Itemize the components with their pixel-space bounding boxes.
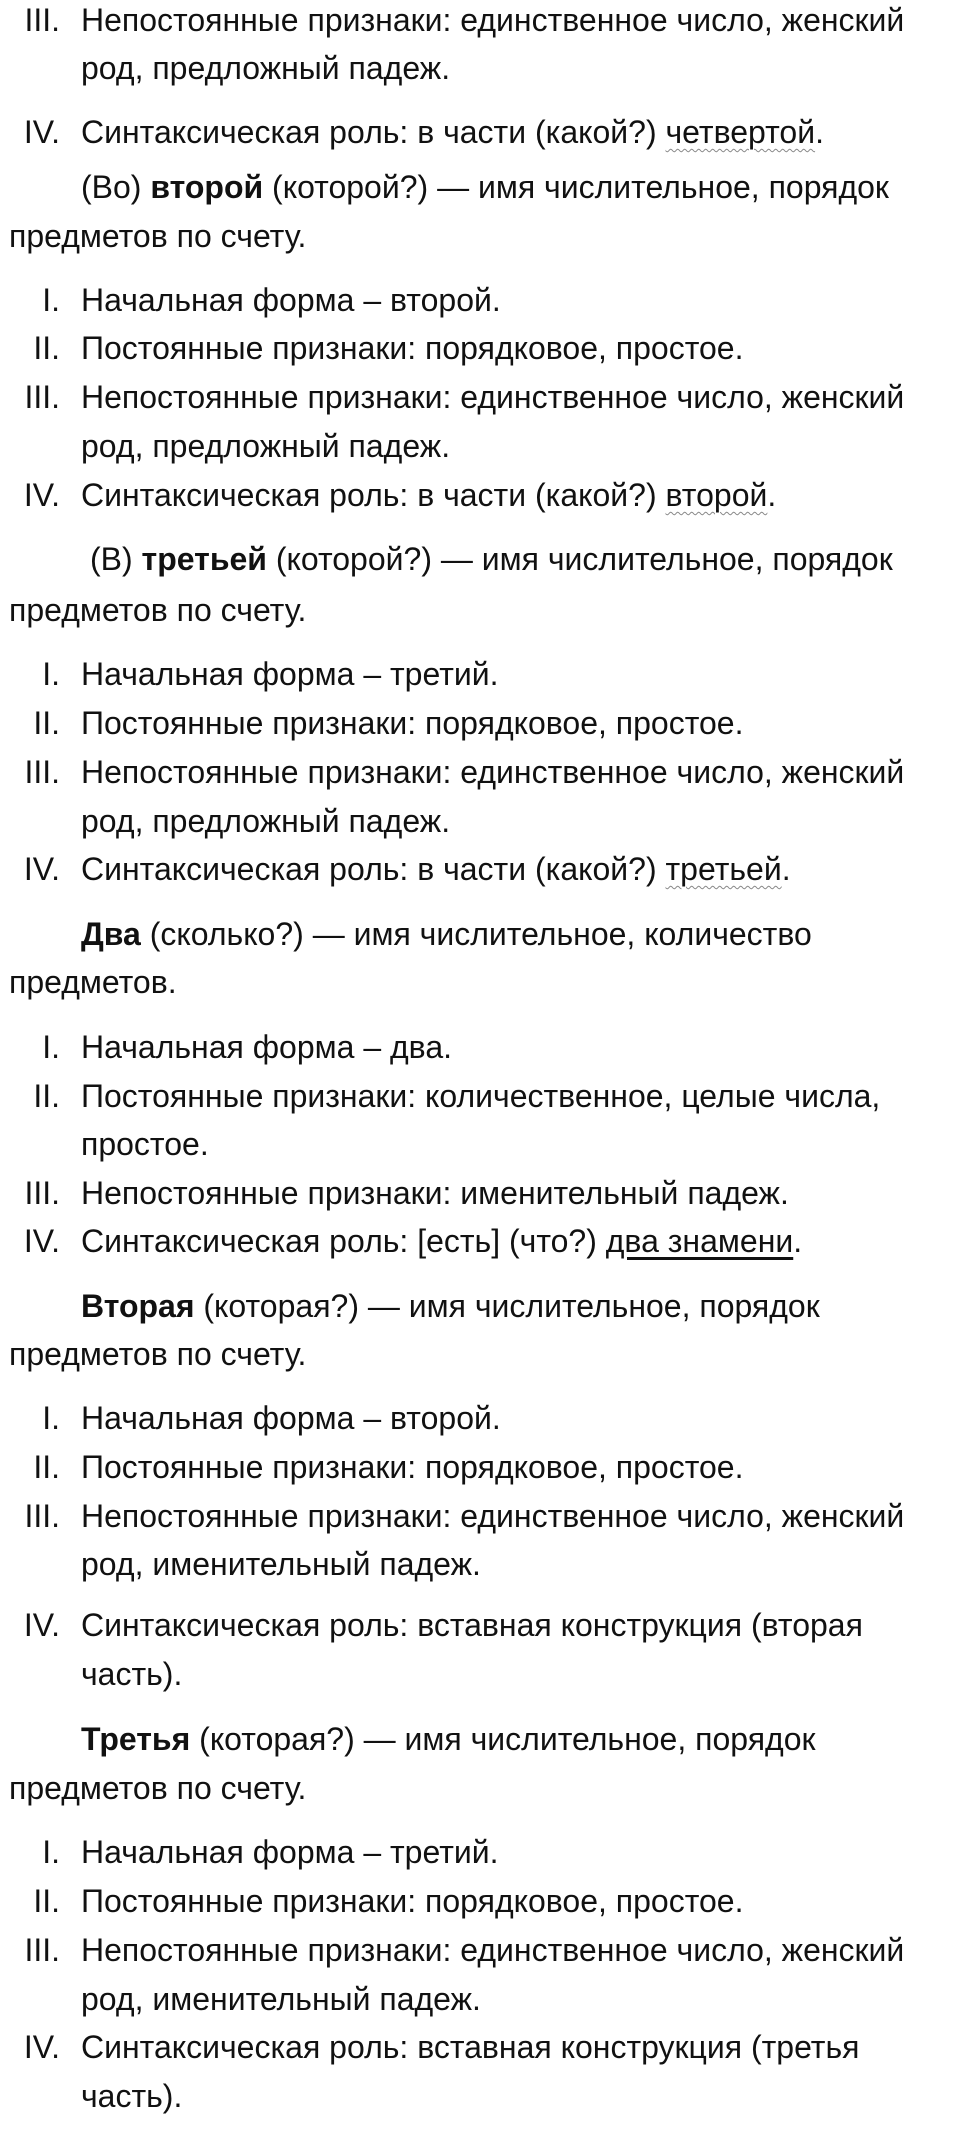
role-suffix: .	[793, 1223, 803, 1259]
roman-numeral: IV.	[23, 114, 60, 150]
roman-numeral: III.	[24, 754, 60, 790]
item-text: Непостоянные признаки: единственное число, женский	[81, 2, 905, 38]
item-text: Начальная форма – второй.	[81, 1400, 501, 1436]
item-text: Непостоянные признаки: единственное число, женский	[81, 754, 905, 790]
role-prefix: Синтаксическая роль: в части (какой?)	[81, 114, 666, 150]
item-text: Постоянные признаки: порядковое, простое.	[81, 1449, 744, 1485]
roman-numeral: II.	[33, 705, 60, 741]
roman-numeral: IV.	[23, 851, 60, 887]
intro-text	[81, 1719, 815, 1759]
intro-lead: (Во)	[81, 169, 151, 205]
item-text: Постоянные признаки: порядковое, простое.	[81, 705, 744, 741]
numeral-word: Вторая	[81, 1288, 195, 1324]
intro-rest: (сколько?) — имя числительное, количество	[140, 916, 812, 952]
item-text: род, именительный падеж.	[81, 1546, 481, 1582]
item-text: Синтаксическая роль: вставная конструкция (вторая	[81, 1607, 863, 1643]
intro-continuation: предметов по счету.	[9, 1336, 307, 1372]
item-text: Начальная форма – третий.	[81, 1834, 499, 1870]
item-text: Постоянные признаки: порядковое, простое.	[81, 330, 744, 366]
role-suffix: .	[767, 477, 777, 513]
underlined-word: четвертой	[665, 114, 816, 150]
roman-numeral: I.	[42, 282, 60, 318]
roman-numeral: IV.	[23, 2029, 60, 2065]
underlined-word: второй	[665, 477, 768, 513]
item-text: Непостоянные признаки: единственное число, женский	[81, 379, 905, 415]
intro-text	[81, 167, 889, 207]
intro-rest: (которой?) — имя числительное, порядок	[263, 169, 889, 205]
item-text: Непостоянные признаки: именительный падеж.	[81, 1175, 789, 1211]
intro-text	[81, 1286, 820, 1326]
roman-numeral: II.	[33, 1883, 60, 1919]
roman-numeral: IV.	[23, 477, 60, 513]
item-text	[81, 112, 824, 152]
underlined-word: два знамени	[605, 1223, 794, 1259]
item-text: Непостоянные признаки: единственное число, женский	[81, 1932, 905, 1968]
intro-rest: (которая?) — имя числительное, порядок	[190, 1721, 816, 1757]
numeral-word: Два	[81, 916, 141, 952]
numeral-word: второй	[150, 169, 264, 205]
numeral-word: третьей	[141, 541, 267, 577]
intro-text	[90, 539, 893, 579]
item-text: род, предложный падеж.	[81, 50, 451, 86]
roman-numeral: II.	[33, 1449, 60, 1485]
roman-numeral: III.	[24, 379, 60, 415]
roman-numeral: I.	[42, 1400, 60, 1436]
intro-lead: (В)	[90, 541, 142, 577]
roman-numeral: IV.	[23, 1223, 60, 1259]
item-text: Начальная форма – два.	[81, 1029, 452, 1065]
roman-numeral: I.	[42, 656, 60, 692]
intro-continuation: предметов.	[9, 964, 177, 1000]
item-text: простое.	[81, 1126, 209, 1162]
roman-numeral: I.	[42, 1029, 60, 1065]
item-text: Постоянные признаки: порядковое, простое.	[81, 1883, 744, 1919]
role-prefix: Синтаксическая роль: [есть] (что?)	[81, 1223, 606, 1259]
item-text	[81, 1221, 802, 1261]
intro-rest: (которая?) — имя числительное, порядок	[194, 1288, 820, 1324]
intro-continuation: предметов по счету.	[9, 218, 307, 254]
roman-numeral: II.	[33, 330, 60, 366]
intro-continuation: предметов по счету.	[9, 1770, 307, 1806]
roman-numeral: III.	[24, 1175, 60, 1211]
item-text: Начальная форма – третий.	[81, 656, 499, 692]
item-text	[81, 849, 791, 889]
roman-numeral: III.	[24, 1498, 60, 1534]
item-text: Непостоянные признаки: единственное число, женский	[81, 1498, 905, 1534]
item-text: Начальная форма – второй.	[81, 282, 501, 318]
item-text	[81, 475, 776, 515]
item-text: род, предложный падеж.	[81, 803, 451, 839]
item-text: Постоянные признаки: количественное, целые числа,	[81, 1078, 881, 1114]
role-suffix: .	[815, 114, 824, 150]
numeral-word: Третья	[81, 1721, 191, 1757]
item-text: часть).	[81, 1656, 183, 1692]
roman-numeral: I.	[42, 1834, 60, 1870]
role-prefix: Синтаксическая роль: в части (какой?)	[81, 477, 666, 513]
role-prefix: Синтаксическая роль: в части (какой?)	[81, 851, 666, 887]
item-text: род, именительный падеж.	[81, 1981, 481, 2017]
intro-rest: (которой?) — имя числительное, порядок	[266, 541, 893, 577]
roman-numeral: IV.	[23, 1607, 60, 1643]
item-text: Синтаксическая роль: вставная конструкция (третья	[81, 2029, 860, 2065]
intro-continuation: предметов по счету.	[9, 592, 307, 628]
roman-numeral: III.	[24, 2, 60, 38]
role-suffix: .	[781, 851, 791, 887]
item-text: род, предложный падеж.	[81, 428, 451, 464]
roman-numeral: III.	[24, 1932, 60, 1968]
underlined-word: третьей	[665, 851, 782, 887]
roman-numeral: II.	[33, 1078, 60, 1114]
item-text: часть).	[81, 2078, 183, 2114]
intro-text	[81, 914, 812, 954]
